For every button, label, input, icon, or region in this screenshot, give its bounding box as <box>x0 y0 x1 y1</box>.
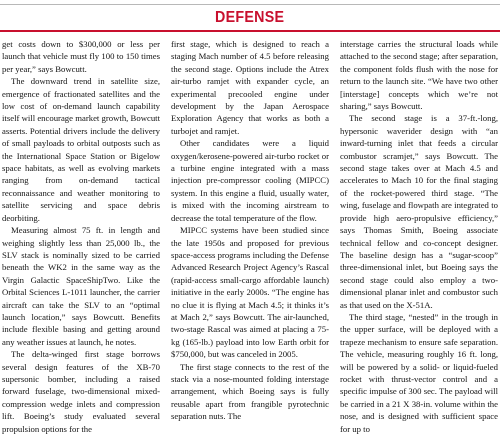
article-paragraph: The downward trend in satellite size, emergence of fractionated satellites and the low cost of on-demand launch capability itself will encourage market growth, Bowcutt asserts. Potential drivers include the delivery of small payloads to orbital outposts such as the International Space Station or Bigelow space habitats, as well as evolving markets ranging from on-demand tactical reconnaissance and weather monitoring to satellite servicing and space debris deorbiting. <box>2 76 160 223</box>
section-title: DEFENSE <box>215 9 285 26</box>
section-header <box>0 5 500 31</box>
article-paragraph: first stage, which is designed to reach a staging Mach number of 4.5 before releasing the second stage. Options include the Atrex air-turbo ramjet with expander cycle, an experimental precooled engine under development by the Japan Aerospace Exploration Agency that works as both a turbojet and ramjet. <box>171 39 329 136</box>
article-paragraph: The second stage is a 37-ft.-long, hypersonic waverider design with “an inward-turning inlet that feeds a circular combustor scramjet,” says Bowcutt. The second stage takes over at Mach 4.5 and accelerates to Mach 10 for the final staging of the rocket-powered third stage. “The wing, fuselage and flowpath are integrated to provide high aero-propulsive efficiency,” says Thomas Smith, Boeing associate technical fellow and co-concept designer. The baseline design has a “sugar-scoop” three-dimensional inlet, but Boeing says the second stage could also employ a two-dimensional planar inlet and combustor such as that used on the X-51A. <box>340 113 498 310</box>
article-column-2 <box>171 38 329 422</box>
article-paragraph: get costs down to $300,000 or less per launch that vehicle must fly 100 to 150 times per year,” says Bowcutt. <box>2 39 160 74</box>
header-bottom-rule <box>0 30 500 32</box>
article-paragraph: The delta-winged first stage borrows several design features of the XB-70 supersonic bomber, including a raised forward fuselage, two-dimensional mixed-compression wedge inlets and compression lift. Boeing’s study evaluated several propulsion options for the <box>2 349 160 434</box>
article-paragraph: MIPCC systems have been studied since the late 1950s and proposed for previous space-access programs including the Defense Advanced Research Project Agency’s Rascal (rapid-access small-cargo affordable launch) initiative in the early 2000s. “The engine has no clue it is flying at Mach 4.5; it thinks it’s at Mach 2,” says Bowcutt. The air-launched, two-stage Rascal was aimed at placing a 75-kg (165-lb.) payload into low Earth orbit for $750,000, but was canceled in 2005. <box>171 225 329 360</box>
article-paragraph: Other candidates were a liquid oxygen/kerosene-powered air-turbo rocket or a turbine engine integrated with a mass injection pre-compressor cooling (MIPCC) system. In this engine a fluid, usually water, is mixed with the incoming airstream to decrease the total temperature of the flow. <box>171 138 329 223</box>
article-column-3 <box>340 38 498 434</box>
article-paragraph: The first stage connects to the rest of the stack via a nose-mounted folding interstage arrangement, which Boeing says is fully reusable apart from frangible pyrotechnic separation nuts. The <box>171 361 329 422</box>
article-paragraph: The third stage, “nested” in the trough in the upper surface, will be deployed with a trapeze mechanism to ensure safe separation. The vehicle, measuring roughly 16 ft. long, will be powered by a solid- or liquid-fueled rocket with thrust-vector control and a specific impulse of 300 sec. The payload will be carried in a 21 X 38-in. volume within the nose, and is designed with sufficient space for up to <box>340 311 498 434</box>
article-paragraph: Measuring almost 75 ft. in length and weighing slightly less than 25,000 lb., the SLV stack is nominally sized to be carried beneath the WK2 in the same way as the Virgin Galactic SpaceShipTwo. Like the Orbital Sciences L-1011 launcher, the carrier aircraft can take the SLV to an “optimal launch location,” says Bowcutt. Benefits include flexible basing and getting around any weather issues at launch, he notes. <box>2 225 160 347</box>
article-body <box>2 38 498 434</box>
article-paragraph: interstage carries the structural loads while attached to the second stage; after separation, the component folds flush with the nose for return to the launch site. “We have two other [interstage] concepts which we’re not sharing,” says Bowcutt. <box>340 39 498 112</box>
article-column-1 <box>2 38 160 434</box>
